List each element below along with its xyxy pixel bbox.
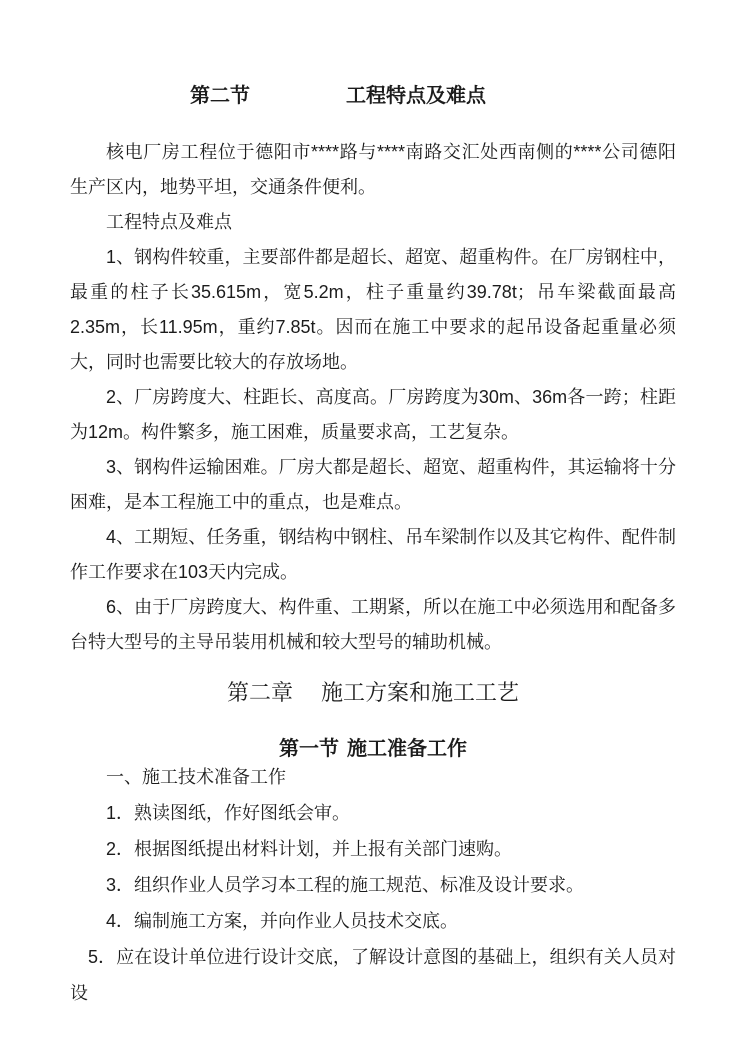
feature-item-2: 2、厂房跨度大、柱距长、高度高。厂房跨度为30m、36m各一跨；柱距为12m。构件繁多，施工困难，质量要求高，工艺复杂。: [70, 387, 676, 442]
prep-item-1: 1．熟读图纸，作好图纸会审。: [106, 803, 351, 823]
feature-item-1: 1、钢构件较重，主要部件都是超长、超宽、超重构件。在厂房钢柱中，最重的柱子长35.615m，宽5.2m，柱子重量约39.78t；吊车梁截面最高2.35m，长11.95m，重约7.85t。因而在施工中要求的起吊设备起重量必须大，同时也需要比较大的存放场地。: [70, 247, 676, 372]
features-subheading: 工程特点及难点: [106, 212, 232, 232]
prep-item-2: 2．根据图纸提出材料计划，并上报有关部门速购。: [106, 839, 513, 859]
prep-item-4: 4．编制施工方案，并向作业人员技术交底。: [106, 911, 459, 931]
feature-item-6: 6、由于厂房跨度大、构件重、工期紧，所以在施工中必须选用和配备多台特大型号的主导吊装用机械和较大型号的辅助机械。: [70, 597, 676, 652]
section1-number: 第一节: [279, 738, 339, 760]
section1-header: [70, 738, 676, 760]
prep-item-5: 5．应在设计单位进行设计交底，了解设计意图的基础上，组织有关人员对设: [70, 947, 676, 1003]
chapter-header: [70, 680, 676, 706]
section1-title: 施工准备工作: [347, 738, 467, 760]
feature-item-4: 4、工期短、任务重，钢结构中钢柱、吊车梁制作以及其它构件、配件制作工作要求在103天内完成。: [70, 527, 676, 582]
subsection-heading: 一、施工技术准备工作: [106, 767, 286, 787]
section-number: 第二节: [190, 85, 250, 107]
intro-paragraph: 核电厂房工程位于德阳市****路与****南路交汇处西南侧的****公司德阳生产区内，地势平坦，交通条件便利。: [70, 142, 676, 197]
section-header: [70, 85, 676, 107]
chapter-number: 第二章: [226, 680, 293, 705]
chapter-title: 施工方案和施工工艺: [321, 680, 520, 705]
section-title: 工程特点及难点: [346, 85, 486, 107]
prep-item-3: 3．组织作业人员学习本工程的施工规范、标准及设计要求。: [106, 875, 585, 895]
feature-item-3: 3、钢构件运输困难。厂房大都是超长、超宽、超重构件，其运输将十分困难，是本工程施工中的重点，也是难点。: [70, 457, 676, 512]
